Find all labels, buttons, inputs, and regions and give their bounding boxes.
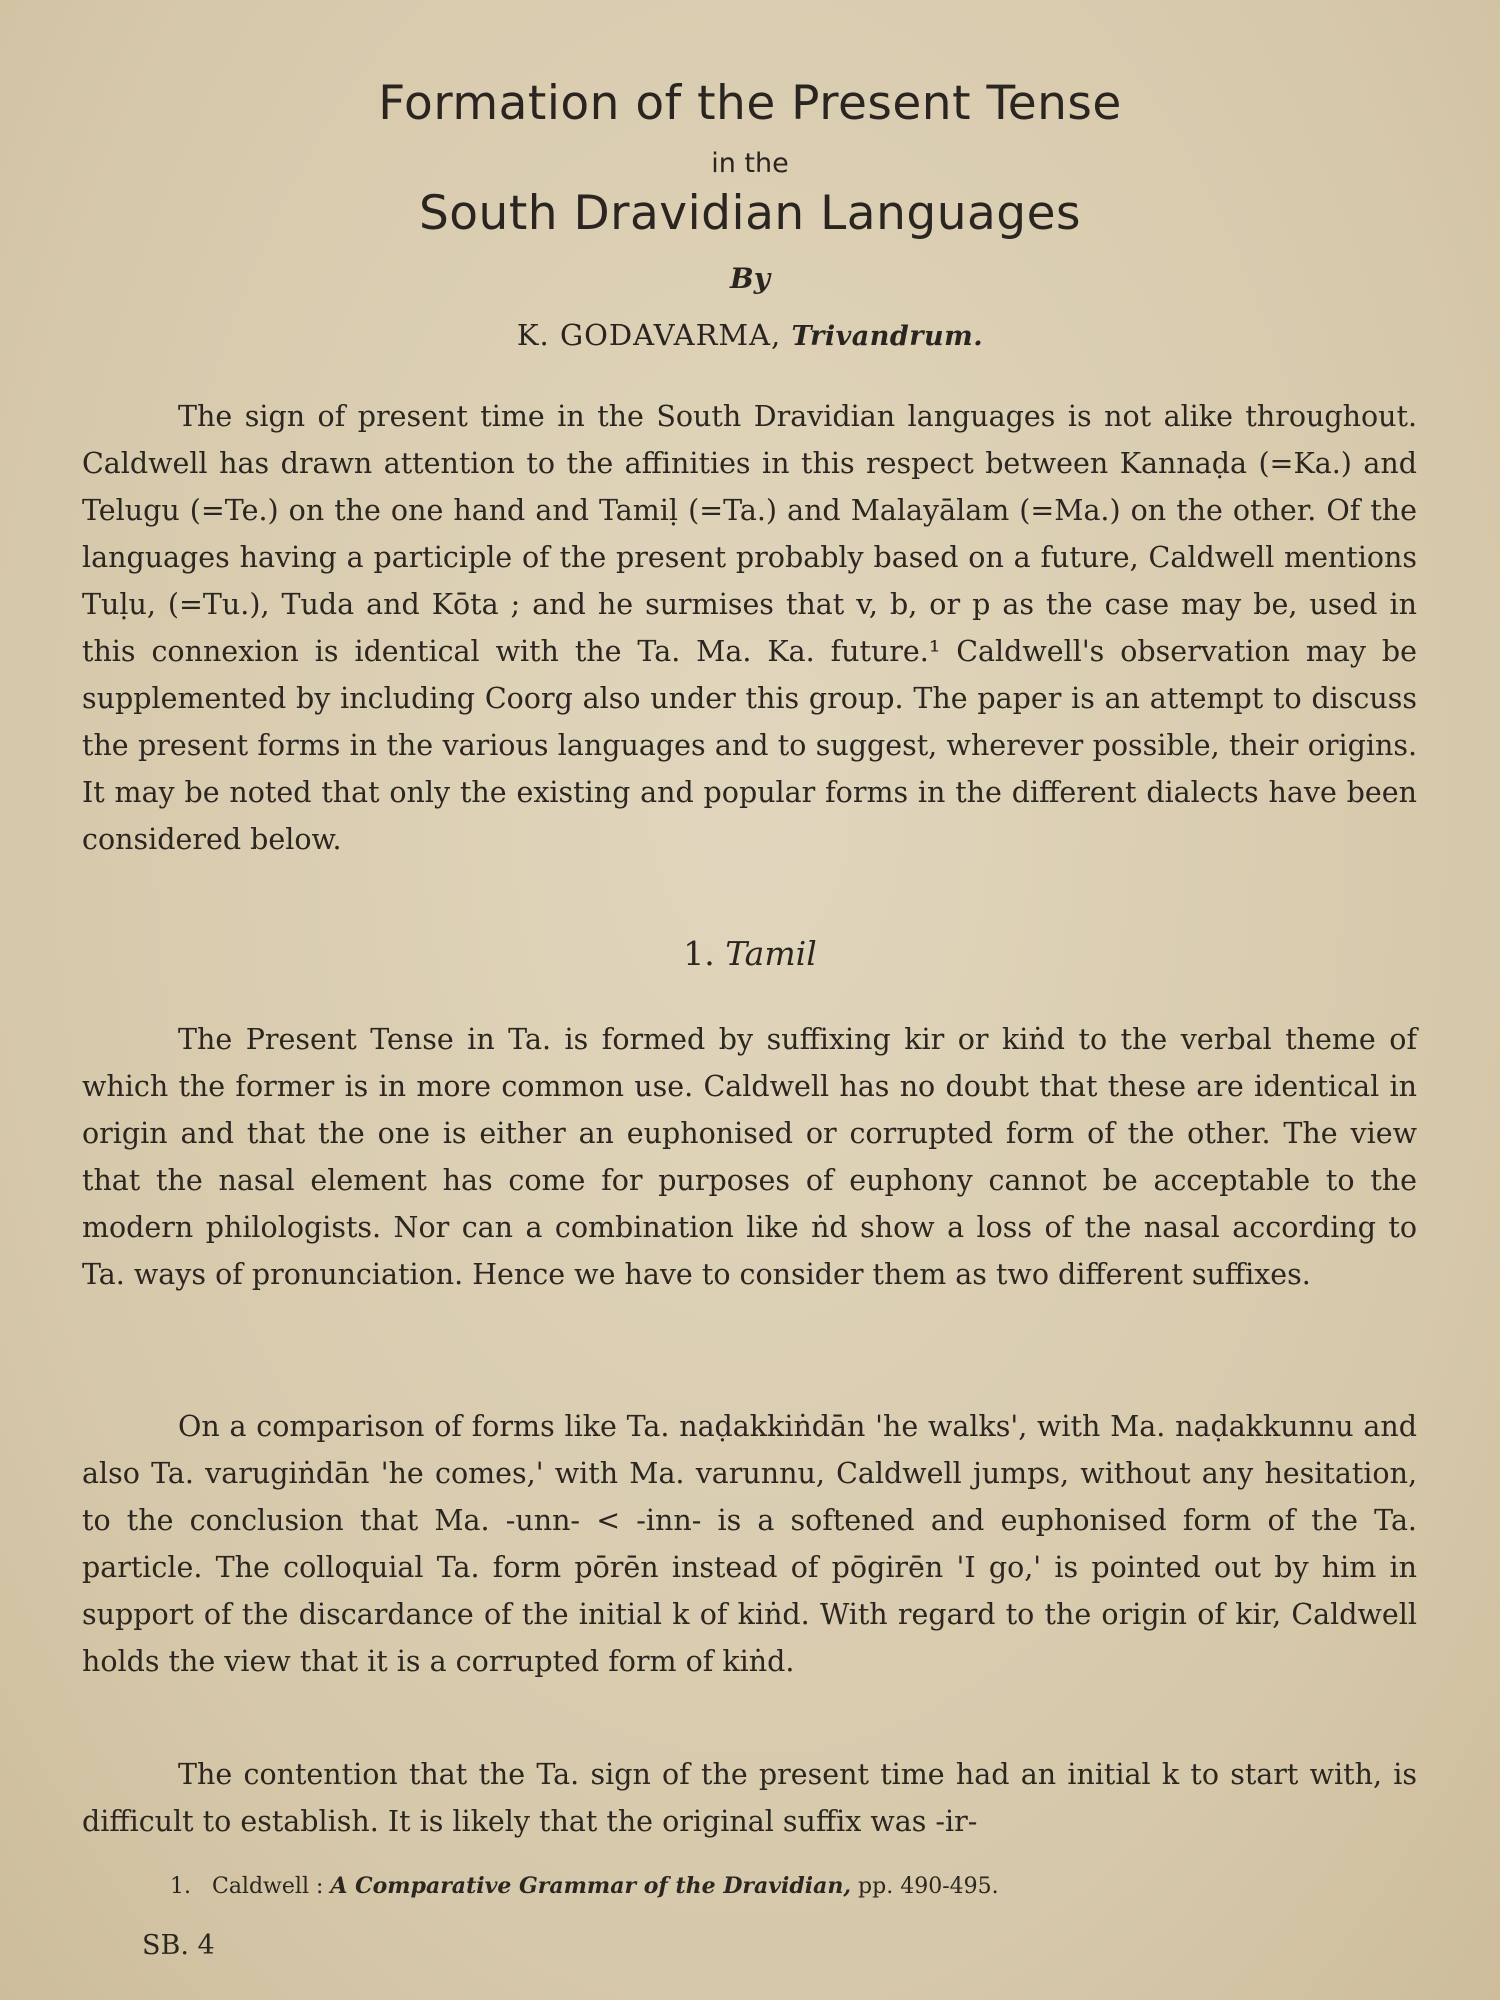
footnote-number: 1. <box>170 1874 191 1899</box>
footnote-pages: pp. 490-495. <box>858 1874 999 1899</box>
footnote-author: Caldwell : <box>211 1874 324 1899</box>
signature-mark: SB. 4 <box>142 1930 215 1961</box>
footnote <box>170 1873 999 1899</box>
paragraph-tamil-2 <box>82 1403 1417 1685</box>
paragraph-tamil-1-text: The Present Tense in Ta. is formed by suffixing kir or kiṅd to the verbal theme of which the former is in more common use. Caldwell has no doubt that these are identical in origin and that the one is either an euphonised or corrupted form of the other. The view that the nasal element has come for purposes of euphony cannot be acceptable to the modern philologists. Nor can a combination like ṅd show a loss of the nasal according to Ta. ways of pronunciation. Hence we have to consider them as two different suffixes. <box>82 1023 1417 1291</box>
paragraph-intro <box>82 393 1417 863</box>
paragraph-intro-text: The sign of present time in the South Dravidian languages is not alike throughout. Caldwell has drawn attention to the affinities in this respect between Kannaḍa (=Ka.) and Telugu (=Te.) on the one hand and Tamiḷ (=Ta.) and Malayālam (=Ma.) on the other. Of the languages having a participle of the present probably based on a future, Caldwell mentions Tuḷu, (=Tu.), Tuda and Kōta ; and he surmises that v, b, or p as the case may be, used in this connexion is identical with the Ta. Ma. Ka. future.¹ Caldwell's observation may be supplemented by including Coorg also under this group. The paper is an attempt to discuss the present forms in the various languages and to suggest, wherever possible, their origins. It may be noted that only the existing and popular forms in the different dialects have been considered below. <box>82 400 1417 856</box>
section-number: 1. <box>683 934 715 973</box>
author-place: Trivandrum. <box>791 321 984 352</box>
author-line <box>0 318 1500 352</box>
paragraph-tamil-2-text: On a comparison of forms like Ta. naḍakkiṅdān 'he walks', with Ma. naḍakkunnu and also Ta. varugiṅdān 'he comes,' with Ma. varunnu, Caldwell jumps, without any hesitation, to the conclusion that Ma. -unn- < -inn- is a softened and euphonised form of the Ta. particle. The colloquial Ta. form pōrēn instead of pōgirēn 'I go,' is pointed out by him in support of the discardance of the initial k of kiṅd. With regard to the origin of kir, Caldwell holds the view that it is a corrupted form of kiṅd. <box>82 1410 1417 1678</box>
footnote-book-title: A Comparative Grammar of the Dravidian, <box>330 1873 852 1899</box>
paper-title: Formation of the Present Tense <box>378 76 1122 131</box>
section-heading-tamil <box>0 934 1500 973</box>
paragraph-tamil-3 <box>82 1751 1417 1845</box>
paper-subtitle: South Dravidian Languages <box>418 186 1082 241</box>
section-title: Tamil <box>725 934 817 973</box>
paper-title-connector: in the <box>711 148 789 179</box>
paragraph-tamil-3-text: The contention that the Ta. sign of the present time had an initial k to start with, is difficult to establish. It is likely that the original suffix was -ir- <box>82 1758 1417 1838</box>
paragraph-tamil-1 <box>82 1016 1417 1298</box>
byline-label: By <box>730 262 770 295</box>
author-name: K. GODAVARMA, <box>516 318 782 352</box>
